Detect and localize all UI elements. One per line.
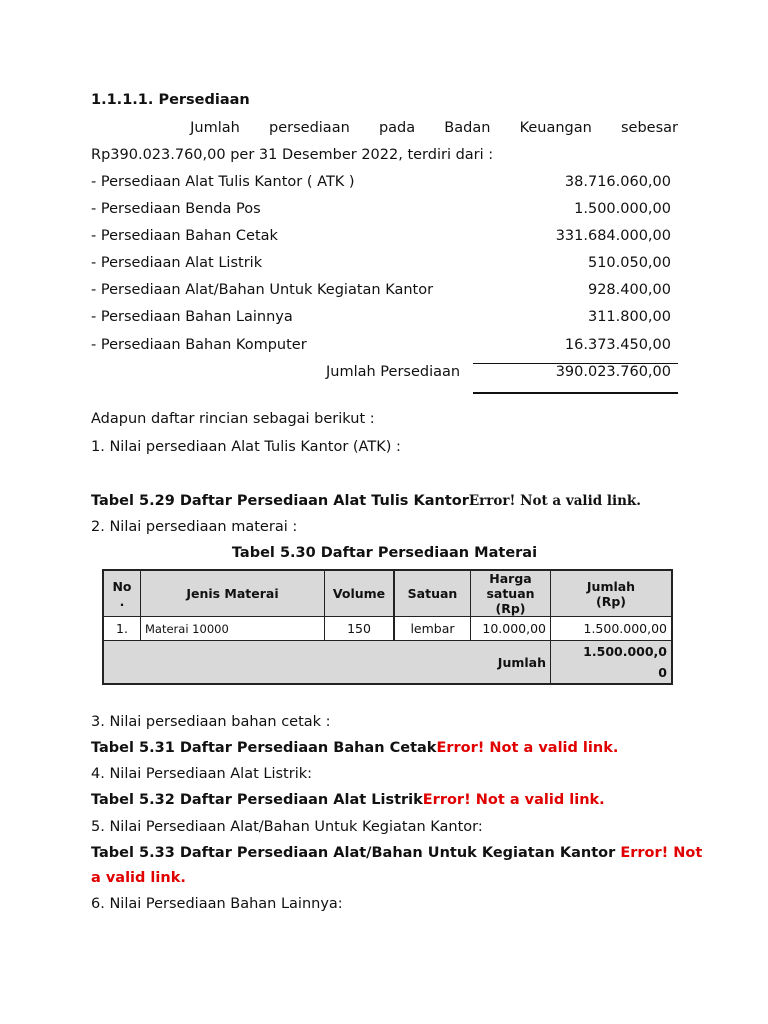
sum-label: Jumlah: [103, 641, 551, 685]
details-intro: Adapun daftar rincian sebagai berikut :: [91, 411, 375, 427]
sum-value-part: 1.500.000,0: [583, 644, 667, 659]
cell-jumlah: 1.500.000,00: [551, 617, 673, 641]
inventory-item: [91, 282, 671, 302]
section-heading: 1.1.1.1. Persediaan: [91, 92, 250, 108]
list-item-6: 6. Nilai Persediaan Bahan Lainnya:: [91, 896, 343, 912]
item-value: 928.400,00: [587, 282, 671, 298]
col-header-jumlah: Jumlah (Rp): [551, 570, 673, 617]
intro-word: Jumlah: [190, 120, 240, 136]
list-item-1: 1. Nilai persediaan Alat Tulis Kantor (ATK) :: [91, 439, 401, 455]
item-value: 331.684.000,00: [555, 228, 671, 244]
list-item-4: 4. Nilai Persediaan Alat Listrik:: [91, 766, 313, 782]
item-label: - Persediaan Alat Tulis Kantor ( ATK ): [91, 174, 355, 190]
item-value: 38.716.060,00: [564, 174, 671, 190]
table-531-caption: [91, 740, 618, 756]
total-value: 390.023.760,00: [555, 364, 671, 380]
caption-text: Tabel 5.29 Daftar Persediaan Alat Tulis Kantor: [91, 493, 469, 509]
item-value: 510.050,00: [587, 255, 671, 271]
item-value: 311.800,00: [587, 309, 671, 325]
table-533-caption: [91, 845, 702, 861]
table-530-caption: Tabel 5.30 Daftar Persediaan Materai: [231, 545, 538, 561]
item-label: - Persediaan Bahan Lainnya: [91, 309, 293, 325]
caption-text: Tabel 5.33 Daftar Persediaan Alat/Bahan Untuk Kegiatan Kantor: [91, 845, 621, 861]
list-item-2: 2. Nilai persediaan materai :: [91, 519, 298, 535]
item-value: 16.373.450,00: [564, 337, 671, 353]
inventory-item: [91, 255, 671, 275]
cell-harga: 10.000,00: [471, 617, 551, 641]
table-sum-row: [103, 641, 672, 685]
col-header-volume: Volume: [325, 570, 395, 617]
intro-word: Keuangan: [519, 120, 592, 136]
item-label: - Persediaan Bahan Komputer: [91, 337, 307, 353]
inventory-item: [91, 174, 671, 194]
cell-no: 1.: [103, 617, 141, 641]
caption-text: Tabel 5.32 Daftar Persediaan Alat Listrik: [91, 792, 423, 808]
intro-word: sebesar: [620, 120, 678, 136]
inventory-item: [91, 337, 671, 357]
item-label: - Persediaan Benda Pos: [91, 201, 261, 217]
intro-line-1: [91, 120, 678, 136]
error-text: Error! Not: [620, 845, 703, 861]
error-text-continued: a valid link.: [91, 870, 186, 886]
intro-word: pada: [378, 120, 416, 136]
item-value: 1.500.000,00: [574, 201, 671, 217]
sum-value-part: 0: [658, 665, 667, 680]
item-label: - Persediaan Bahan Cetak: [91, 228, 278, 244]
list-item-5: 5. Nilai Persediaan Alat/Bahan Untuk Kegiatan Kantor:: [91, 819, 483, 835]
inventory-item: [91, 228, 671, 248]
table-row: [103, 617, 672, 641]
item-label: - Persediaan Alat Listrik: [91, 255, 263, 271]
total-label: Jumlah Persediaan: [326, 364, 461, 380]
table-header-row: [103, 570, 672, 617]
intro-line-2: Rp390.023.760,00 per 31 Desember 2022, terdiri dari :: [91, 147, 494, 163]
table-532-caption: [91, 792, 605, 808]
col-header-harga: Harga satuan (Rp): [471, 570, 551, 617]
cell-satuan: lembar: [394, 617, 471, 641]
col-header-satuan: Satuan: [394, 570, 471, 617]
materai-table: [102, 569, 673, 685]
col-header-jenis: Jenis Materai: [141, 570, 325, 617]
col-header-no: No .: [103, 570, 141, 617]
intro-word: Badan: [444, 120, 491, 136]
inventory-item: [91, 309, 671, 329]
list-item-3: 3. Nilai persediaan bahan cetak :: [91, 714, 331, 730]
intro-word: persediaan: [269, 120, 350, 136]
caption-text: Tabel 5.31 Daftar Persediaan Bahan Cetak: [91, 740, 437, 756]
total-bottom-rule: [473, 392, 678, 394]
error-text: Error! Not a valid link.: [436, 740, 619, 756]
cell-volume: 150: [325, 617, 395, 641]
item-label: - Persediaan Alat/Bahan Untuk Kegiatan Kantor: [91, 282, 434, 298]
error-text: Error! Not a valid link.: [468, 493, 641, 509]
sum-value: [551, 641, 673, 685]
cell-jenis: Materai 10000: [141, 617, 325, 641]
inventory-item: [91, 201, 671, 221]
table-529-caption: [91, 493, 641, 509]
error-text: Error! Not a valid link.: [422, 792, 605, 808]
